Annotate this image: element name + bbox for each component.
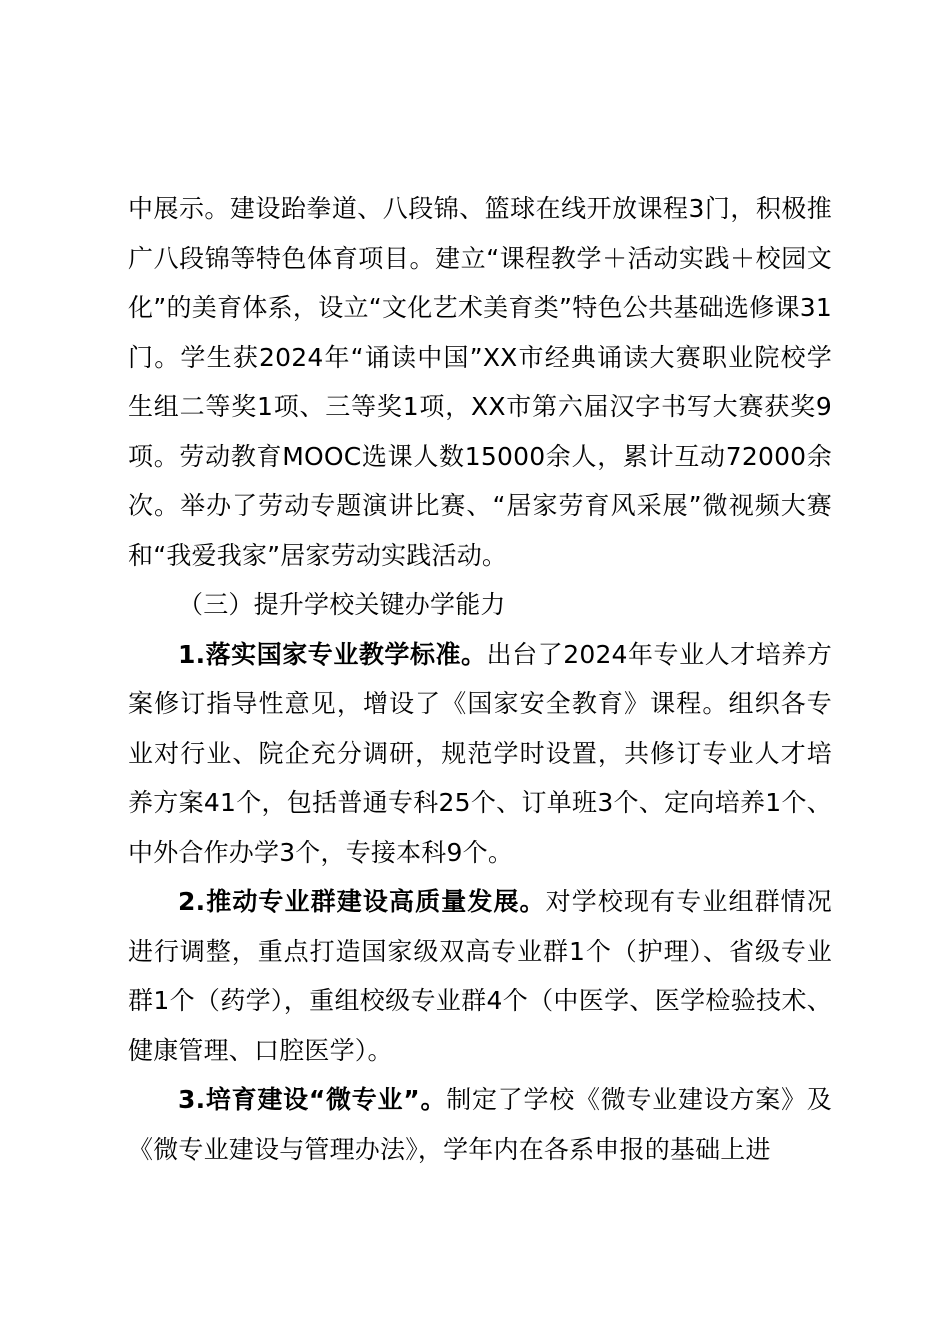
- paragraph-lead: 1.落实国家专业教学标准。: [178, 639, 487, 669]
- paragraph-item-1: [128, 630, 832, 878]
- paragraph-text: 中展示。建设跆拳道、八段锦、篮球在线开放课程3门，积极推广八段锦等特色体育项目。建立“课程教学＋活动实践＋校园文化”的美育体系，设立“文化艺术美育类”特色公共基础选修课31门。学生获2024年“诵读中国”XX市经典诵读大赛职业院校学生组二等奖1项、三等奖1项，XX市第六届汉字书写大赛获奖9项。劳动教育MOOC选课人数15000余人，累计互动72000余次。举办了劳动专题演讲比赛、“居家劳育风采展”微视频大赛和“我爱我家”居家劳动实践活动。: [128, 194, 832, 570]
- paragraph-item-2: [128, 877, 832, 1075]
- paragraph-text: 出台了2024年专业人才培养方案修订指导性意见，增设了《国家安全教育》课程。组织各专业对行业、院企充分调研，规范学时设置，共修订专业人才培养方案41个，包括普通专科25个、订单班3个、定向培养1个、中外合作办学3个，专接本科9个。: [128, 639, 832, 867]
- paragraph-continuation: [128, 184, 832, 580]
- paragraph-text: 对学校现有专业组群情况进行调整，重点打造国家级双高专业群1个（护理）、省级专业群1个（药学），重组校级专业群4个（中医学、医学检验技术、健康管理、口腔医学）。: [128, 887, 832, 1065]
- paragraph-text: 制定了学校《微专业建设方案》及《微专业建设与管理办法》，学年内在各系申报的基础上进: [128, 1085, 832, 1164]
- section-heading: [128, 580, 832, 630]
- paragraph-lead: 2.推动专业群建设高质量发展。: [178, 887, 546, 916]
- paragraph-lead: 3.培育建设“微专业”。: [178, 1085, 447, 1114]
- section-heading-text: （三）提升学校关键办学能力: [178, 590, 506, 619]
- paragraph-item-3: [128, 1075, 832, 1174]
- document-body: [128, 184, 832, 1174]
